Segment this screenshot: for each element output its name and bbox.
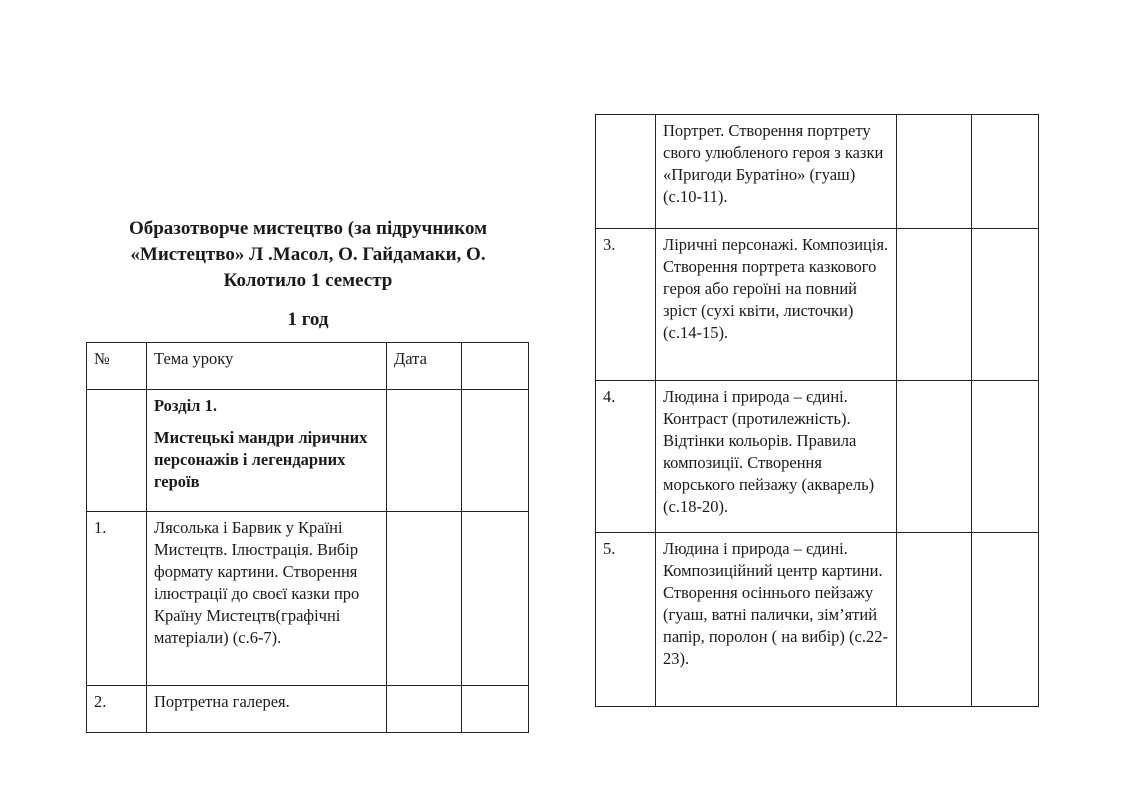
table-row xyxy=(596,229,1039,381)
cell-topic: Ліричні персонажі. Композиція. Створення портрета казкового героя або героїні на повний зріст (сухі квіти, листочки) (с.14-15). xyxy=(656,229,897,381)
cell-date xyxy=(897,229,972,381)
cell-date xyxy=(387,686,462,733)
cell-section xyxy=(147,390,387,512)
cell-date xyxy=(387,390,462,512)
cell-topic: Портрет. Створення портрету свого улюбленого героя з казки «Пригоди Буратіно» (гуаш) (с.10-11). xyxy=(656,115,897,229)
table-row xyxy=(596,381,1039,533)
cell-topic: Людина і природа – єдині. Контраст (протилежність). Відтінки кольорів. Правила композиції. Створення морського пейзажу (акварель) (с.18-20). xyxy=(656,381,897,533)
cell-topic: Лясолька і Барвик у Країні Мистецтв. Ілюстрація. Вибір формату картини. Створення ілюстрації до своєї казки про Країну Мистецтв(графічні матеріали) (с.6-7). xyxy=(147,512,387,686)
lesson-plan-table-left xyxy=(86,342,529,733)
cell-extra xyxy=(972,381,1039,533)
header-number: № xyxy=(87,343,147,390)
header-date: Дата xyxy=(387,343,462,390)
cell-extra xyxy=(462,390,529,512)
table-header-row xyxy=(87,343,529,390)
cell-number: 4. xyxy=(596,381,656,533)
header-topic: Тема уроку xyxy=(147,343,387,390)
cell-number: 2. xyxy=(87,686,147,733)
cell-date xyxy=(897,533,972,707)
cell-extra xyxy=(972,229,1039,381)
cell-date xyxy=(897,381,972,533)
cell-number: 1. xyxy=(87,512,147,686)
table-row xyxy=(596,115,1039,229)
cell-number: 3. xyxy=(596,229,656,381)
cell-extra xyxy=(462,686,529,733)
document-subtitle: 1 год xyxy=(287,309,329,330)
table-row xyxy=(596,533,1039,707)
header-extra xyxy=(462,343,529,390)
cell-number xyxy=(87,390,147,512)
section-row xyxy=(87,390,529,512)
cell-date xyxy=(387,512,462,686)
lesson-plan-table-right xyxy=(595,114,1039,707)
cell-number xyxy=(596,115,656,229)
table-row xyxy=(87,686,529,733)
cell-extra xyxy=(972,115,1039,229)
document-title: Образотворче мистецтво (за підручником «Мистецтво» Л .Масол, О. Гайдамаки, О. Колотило 1 семестр xyxy=(128,218,488,291)
section-title: Розділ 1. xyxy=(154,396,217,415)
cell-extra xyxy=(462,512,529,686)
cell-extra xyxy=(972,533,1039,707)
cell-topic: Людина і природа – єдині. Композиційний центр картини. Створення осіннього пейзажу (гуаш, ватні палички, зім’ятий папір, поролон ( на вибір) (с.22-23). xyxy=(656,533,897,707)
section-description: Мистецькі мандри ліричних персонажів і легендарних героїв xyxy=(154,428,368,491)
cell-topic: Портретна галерея. xyxy=(147,686,387,733)
table-row xyxy=(87,512,529,686)
cell-number: 5. xyxy=(596,533,656,707)
cell-date xyxy=(897,115,972,229)
